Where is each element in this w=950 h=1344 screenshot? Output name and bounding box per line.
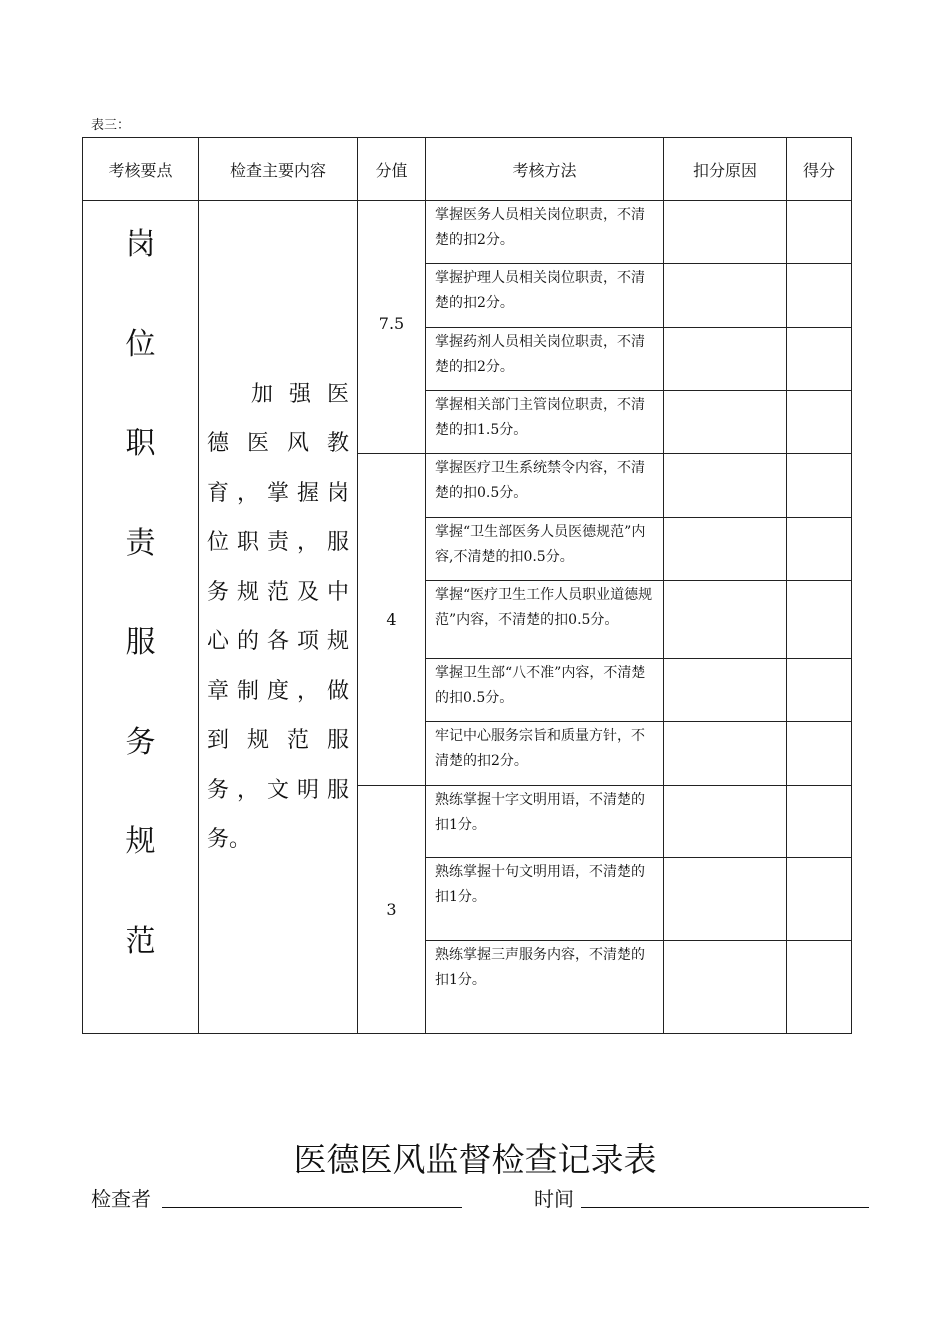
inspector-signature-line[interactable] bbox=[162, 1207, 462, 1208]
method-cell: 掌握相关部门主管岗位职责，不清楚的扣1.5分。 bbox=[426, 391, 664, 454]
key-point-char: 规 bbox=[125, 824, 156, 859]
deduction-reason-cell[interactable] bbox=[664, 858, 787, 941]
key-point-char: 位 bbox=[125, 326, 156, 362]
method-cell: 掌握护理人员相关岗位职责，不清楚的扣2分。 bbox=[426, 264, 664, 328]
content-line: 位职责，服 bbox=[207, 530, 349, 555]
key-point-char: 服 bbox=[125, 625, 156, 660]
deduction-reason-cell[interactable] bbox=[664, 201, 787, 264]
method-cell: 掌握“卫生部医务人员医德规范”内容,不清楚的扣0.5分。 bbox=[426, 518, 664, 581]
content-line: 到规范服 bbox=[207, 728, 349, 753]
points-cell[interactable] bbox=[787, 518, 852, 581]
method-cell: 熟练掌握三声服务内容，不清楚的扣1分。 bbox=[426, 941, 664, 1034]
score-cell: 7.5 bbox=[358, 201, 426, 454]
key-point-char: 职 bbox=[125, 426, 156, 461]
points-cell[interactable] bbox=[787, 328, 852, 391]
table-row bbox=[83, 201, 852, 264]
content-line: 务，文明服 bbox=[207, 777, 349, 803]
inspector-signature bbox=[91, 1183, 463, 1209]
table-caption: 表三： bbox=[91, 118, 131, 133]
deduction-reason-cell[interactable] bbox=[664, 264, 787, 328]
key-point-cell bbox=[83, 201, 199, 1034]
assessment-table bbox=[82, 137, 852, 1034]
deduction-reason-cell[interactable] bbox=[664, 659, 787, 722]
header-points: 得分 bbox=[787, 138, 852, 201]
points-cell[interactable] bbox=[787, 391, 852, 454]
key-point-char: 责 bbox=[125, 525, 156, 561]
main-content-cell bbox=[199, 201, 358, 1034]
content-line: 加强医 bbox=[251, 381, 349, 407]
content-line: 章制度，做 bbox=[207, 678, 349, 704]
key-point-char: 务 bbox=[125, 724, 156, 760]
points-cell[interactable] bbox=[787, 722, 852, 786]
method-cell: 掌握卫生部“八不准”内容，不清楚的扣0.5分。 bbox=[426, 659, 664, 722]
content-line: 德医风教 bbox=[207, 431, 349, 456]
header-deduction-reason: 扣分原因 bbox=[664, 138, 787, 201]
content-line: 心的各项规 bbox=[207, 629, 349, 654]
method-cell: 掌握医疗卫生系统禁令内容，不清楚的扣0.5分。 bbox=[426, 454, 664, 518]
points-cell[interactable] bbox=[787, 201, 852, 264]
deduction-reason-cell[interactable] bbox=[664, 581, 787, 659]
key-point-char: 范 bbox=[125, 923, 156, 959]
header-method: 考核方法 bbox=[426, 138, 664, 201]
inspector-label: 检查者 bbox=[91, 1187, 151, 1211]
points-cell[interactable] bbox=[787, 454, 852, 518]
time-signature-line[interactable] bbox=[581, 1207, 869, 1208]
header-row bbox=[83, 138, 852, 201]
deduction-reason-cell[interactable] bbox=[664, 391, 787, 454]
key-point-char: 岗 bbox=[125, 227, 156, 262]
method-cell: 掌握药剂人员相关岗位职责，不清楚的扣2分。 bbox=[426, 328, 664, 391]
score-cell: 4 bbox=[358, 454, 426, 786]
content-line: 务规范及中 bbox=[207, 579, 349, 605]
points-cell[interactable] bbox=[787, 786, 852, 858]
deduction-reason-cell[interactable] bbox=[664, 941, 787, 1034]
method-cell: 牢记中心服务宗旨和质量方针，不清楚的扣2分。 bbox=[426, 722, 664, 786]
header-main-content: 检查主要内容 bbox=[199, 138, 358, 201]
points-cell[interactable] bbox=[787, 659, 852, 722]
points-cell[interactable] bbox=[787, 941, 852, 1034]
points-cell[interactable] bbox=[787, 581, 852, 659]
header-key-point: 考核要点 bbox=[83, 138, 199, 201]
method-cell: 掌握医务人员相关岗位职责，不清楚的扣2分。 bbox=[426, 201, 664, 264]
points-cell[interactable] bbox=[787, 858, 852, 941]
time-signature bbox=[534, 1183, 870, 1209]
content-line: 育，掌握岗 bbox=[207, 480, 349, 506]
header-score: 分值 bbox=[358, 138, 426, 201]
method-cell: 掌握“医疗卫生工作人员职业道德规范”内容，不清楚的扣0.5分。 bbox=[426, 581, 664, 659]
deduction-reason-cell[interactable] bbox=[664, 454, 787, 518]
points-cell[interactable] bbox=[787, 264, 852, 328]
deduction-reason-cell[interactable] bbox=[664, 328, 787, 391]
deduction-reason-cell[interactable] bbox=[664, 518, 787, 581]
method-cell: 熟练掌握十字文明用语，不清楚的扣1分。 bbox=[426, 786, 664, 858]
deduction-reason-cell[interactable] bbox=[664, 722, 787, 786]
content-line: 务。 bbox=[207, 827, 252, 852]
form-title: 医德医风监督检查记录表 bbox=[293, 1140, 657, 1179]
method-cell: 熟练掌握十句文明用语，不清楚的扣1分。 bbox=[426, 858, 664, 941]
deduction-reason-cell[interactable] bbox=[664, 786, 787, 858]
time-label: 时间 bbox=[534, 1187, 574, 1211]
score-cell: 3 bbox=[358, 786, 426, 1034]
